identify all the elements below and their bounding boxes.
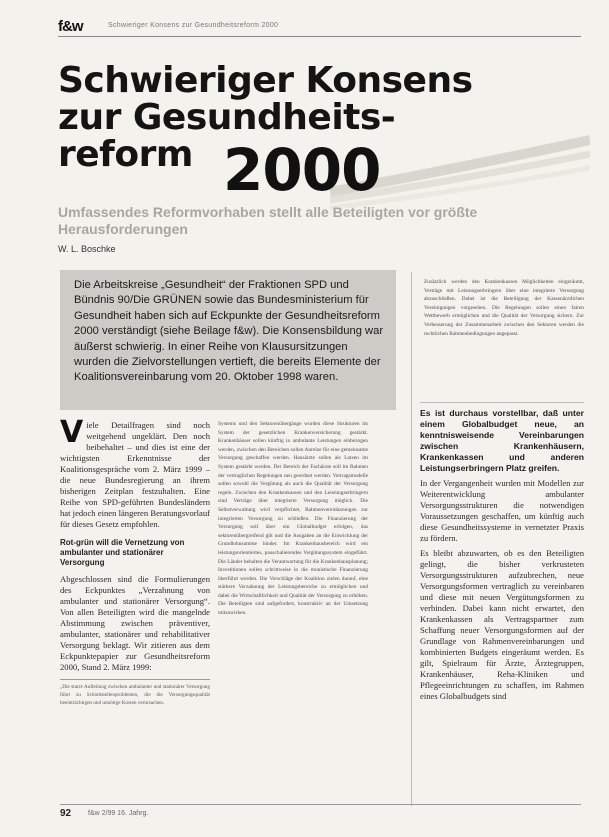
body-paragraph: Abgeschlossen sind die Formulierungen des Eckpunktes „Verzahnung von ambulanter und stationärer Versorgung“. Von allen Beteiligten wird die mangelnde Abstimmung zwischen präventiver, ambulanter, stationärer und rehabilitativer Versorgung beklagt. Wir zitieren aus dem Eckpunktepapier zur Gesundheitsreform 2000, Stand 2. März 1999: <box>60 574 210 672</box>
column-divider <box>411 272 412 806</box>
article-subtitle: Umfassendes Reformvorhaben stellt alle Beteiligten vor größte Herausforderungen <box>58 204 478 237</box>
left-column <box>60 415 210 707</box>
article-author: W. L. Boschke <box>58 244 116 254</box>
journal-logo: f&w <box>58 18 83 35</box>
bold-statement: Es ist durchaus vorstellbar, daß unter einem Globalbudget neue, an kenntnisweisende Vereinbarungen zwischen Krankenhäusern, Krankenkassen und anderen Leistungserbringern Platz greifen. <box>420 408 584 473</box>
page-number: 92 <box>60 808 72 819</box>
body-paragraph-2: In der Vergangenheit wurden mit Modellen zur Weiterentwicklung ambulanter Versorgungsstrukturen die notwendigen Voraussetzungen geschaffen, um künftig auch diese Gesundheitssysteme in vernetzter Praxis zu fördern. <box>420 478 584 543</box>
section-heading: Rot-grün will die Vernetzung von ambulanter und stationärer Versorgung <box>60 538 185 567</box>
footer-divider <box>60 804 581 805</box>
teaser-box: Die Arbeitskreise „Gesundheit“ der Fraktionen SPD und Bündnis 90/Die GRÜNEN sowie das Bundesministerium für Gesundheit haben sich auf Eckpunkte der Gesundheitsreform 2000 verständigt (siehe Beilage f&w). Die Konsensbildung war äußerst schwierig. In einer Reihe von Klausursitzungen wurden die Zielvorstellungen vertieft, die bereits Elemente der Koalitionsvereinbarung vom 20. Oktober 1998 waren. <box>60 270 396 410</box>
right-column-divider <box>420 402 584 403</box>
drop-cap: V <box>60 415 84 450</box>
article-title: Schwieriger Konsens zur Gesundheits-reform <box>58 60 473 175</box>
right-column <box>420 408 584 706</box>
middle-column-text: Systems und den Sektorenübergänge wurden diese Strukturen im System der gesetzlichen Krankenversicherung gestärkt. Krankenhäuser sollen künftig in ambulante Leistungen einbezogen werden, zwischen den Bereichen sollen Anreize für eine gemeinsame Versorgung geschaffen werden. Hausärzte sollen als Lotsen im System gestärkt werden. Der Bereich der Fachärzte soll im Rahmen der vertraglichen Regelungen neu geordnet werden. Vertragsmodelle sollen sowohl die Vergütung als auch die Qualität der Versorgung regeln. Zwischen den Krankenkassen und den Leistungserbringern sind Verträge über integrierte Versorgung möglich. Die Selbstverwaltung wird verpflichtet, Rahmenvereinbarungen zur integrierten Versorgung zu schließen. Die Finanzierung der Versorgung soll über ein Globalbudget erfolgen, das sektorenübergreifend gilt und die Ausgaben an die Entwicklung der Grundlohnsumme bindet. Im Krankenhausbereich wird ein leistungsorientiertes, pauschalierendes Vergütungssystem eingeführt. Die Länder behalten die Verantwortung für die Krankenhausplanung; Investitionen sollen schrittweise in die monistische Finanzierung überführt werden. Die Vorschläge der Koalition zielen darauf, eine stärkere Verzahnung der Leistungsbereiche zu ermöglichen und dabei die Wirtschaftlichkeit und Qualität der Versorgung zu erhöhen. Die Beteiligten sind aufgefordert, konstruktiv an der Umsetzung mitzuwirken. <box>218 421 368 617</box>
intro-text: iele Detailfragen sind noch weitgehend ungeklärt. Den noch beibehaltet – und dies ist eine der wichtigsten Erkenntnisse der Koalitionsgespräche vom 2. März 1999 – die neue Bundesregierung an ihrem bisherigen Zeitplan festzuhalten. Eine Reihe von SPD-geführten Bundesländern hat jedoch einen längeren Beratungsvorlauf für dieses Gesetz empfohlen. <box>60 420 210 529</box>
footer-source: f&w 2/99 16. Jahrg. <box>88 810 149 817</box>
right-column-quote-end <box>424 278 584 342</box>
running-head: Schwieriger Konsens zur Gesundheitsreform 2000 <box>108 22 279 29</box>
year-2000-graphic: 2000 <box>223 136 381 204</box>
header-divider <box>58 36 581 37</box>
quote-excerpt: „Die starre Aufteilung zwischen ambulanter und stationärer Versorgung führt zu Schnittstellenproblemen, die die Versorgungsqualität beeinträchtigen und unnötige Kosten verursachen. <box>60 679 210 707</box>
right-top-text: Zusätzlich werden den Krankenkassen Möglichkeiten eingeräumt, Verträge mit Leistungserbringern über eine integrierte Versorgung abzuschließen. Dabei ist die Beteiligung der Kassenärztlichen Vereinigungen vorgesehen. Die Regelungen sollen einen fairen Wettbewerb ermöglichen und die Qualität der Versorgung sichern. Zur Verbesserung der Zusammenarbeit zwischen den Sektoren werden die rechtlichen Rahmenbedingungen angepasst. <box>424 279 584 337</box>
intro-paragraph <box>60 415 210 530</box>
middle-column-quote <box>218 420 368 622</box>
body-paragraph-3: Es bleibt abzuwarten, ob es den Beteiligten gelingt, die bisher verkrusteten Versorgungsstrukturen aufzubrechen, neue Versorgungsformen vertraglich zu vereinbaren und diese mit neuen Vergütungsformen zu verbinden. Dabei kann nicht erwartet, den Krankenkassen als Vertragspartner zum Schaffung neuer Versorgungsformen auf der Grundlage von Rahmenvereinbarungen und kombinierten Budgets eingeräumt werden. Es gilt, Spielraum für Ärzte, Ärztegruppen, Krankenhäuser, Reha-Kliniken und Pflegeeinrichtungen zu schaffen, im Rahmen eines Globalbudgets sind <box>420 548 584 701</box>
